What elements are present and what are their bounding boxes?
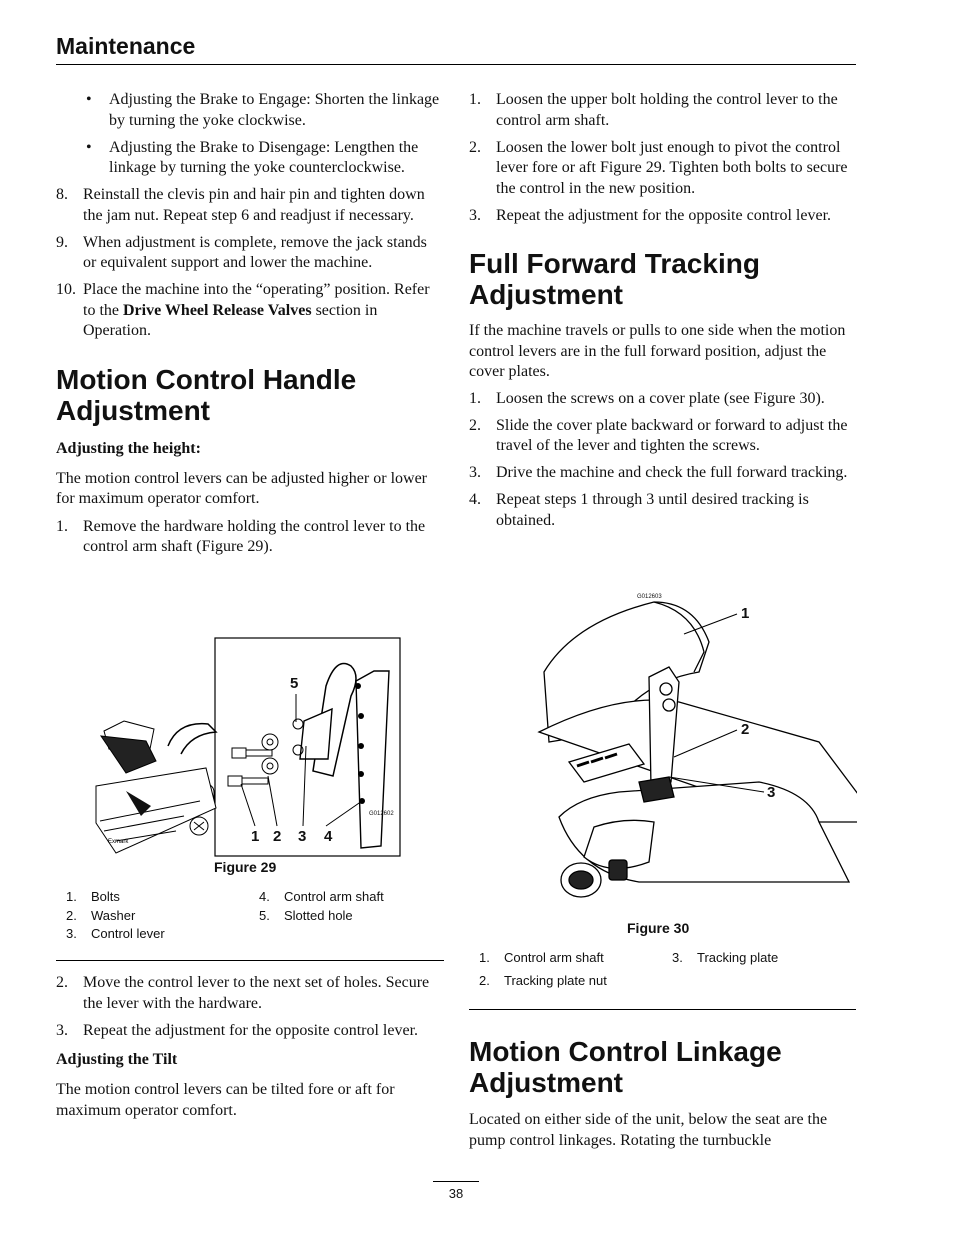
right-column (469, 90, 857, 538)
bullet-text: Adjusting the Brake to Engage: Shorten the linkage by turning the yoke clockwise. (109, 91, 440, 129)
step-item (469, 206, 857, 227)
legend-item (479, 972, 669, 991)
legend-item (672, 949, 857, 968)
step-text: Place the machine into the “operating” position. Refer to the (83, 281, 430, 319)
legend-label: Washer (91, 907, 136, 923)
bullet-text: Adjusting the Brake to Disengage: Lengthen the linkage by turning the yoke counterclockwise. (109, 138, 419, 176)
figure-29-legend (66, 888, 256, 944)
figure-29 (56, 636, 444, 961)
legend-label: Slotted hole (284, 907, 353, 923)
step-item (56, 280, 444, 342)
figure-29-callout: 1 (251, 828, 260, 845)
legend-num: 3. (66, 926, 77, 941)
step-item (56, 233, 444, 274)
legend-label: Control arm shaft (504, 950, 604, 965)
legend-label: Tracking plate (697, 950, 779, 965)
legend-item (66, 907, 256, 926)
paragraph: The motion control levers can be adjusted higher or lower for maximum operator comfort. (56, 469, 427, 507)
svg-text:Exmark: Exmark (108, 839, 129, 845)
legend-num: 5. (259, 907, 270, 923)
step-number: 1. (469, 389, 481, 407)
step-item (469, 389, 857, 410)
figure-30-callout: 3 (767, 784, 776, 801)
step-item (56, 973, 444, 1014)
legend-item (66, 888, 256, 907)
step-text: section in Operation. (83, 301, 378, 339)
step-number: 2. (469, 416, 481, 434)
legend-item (479, 949, 669, 968)
legend-num: 3. (672, 950, 683, 965)
step-text: Loosen the lower bolt just enough to pivot the control lever fore or aft Figure 29. Tighten both bolts to secure the control in the new position. (496, 138, 848, 197)
paragraph: The motion control levers can be tilted fore or aft for maximum operator comfort. (56, 1081, 395, 1119)
step-text: Remove the hardware holding the control lever to the control arm shaft (Figure 29). (83, 517, 426, 555)
legend-item (259, 907, 444, 926)
step-number: 3. (469, 464, 481, 481)
step-text: Reinstall the clevis pin and hair pin and tighten down the jam nut. Repeat step 6 and readjust if necessary. (83, 186, 425, 224)
figure-30-rule (469, 1009, 856, 1010)
legend-num: 2. (479, 972, 490, 988)
step-text: Drive the machine and check the full forward tracking. (496, 464, 848, 481)
legend-label: Tracking plate nut (504, 972, 607, 988)
legend-num: 2. (66, 907, 77, 923)
step-number: 1. (56, 517, 68, 535)
figure-30-legend (479, 949, 669, 990)
page-number: 38 (448, 1186, 464, 1201)
left-column-continued (56, 973, 444, 1121)
section-title-motion-control-linkage: Motion Control Linkage Adjustment (469, 1036, 782, 1098)
header-rule (56, 64, 856, 65)
step-text: Repeat steps 1 through 3 until desired tracking is obtained. (496, 491, 809, 529)
figure-29-callout: 3 (298, 828, 307, 845)
legend-item (259, 888, 444, 907)
section-title-motion-control-handle: Motion Control Handle Adjustment (56, 363, 357, 426)
step-text: Loosen the screws on a cover plate (see Figure 30). (496, 389, 825, 407)
step-text: Repeat the adjustment for the opposite control lever. (496, 206, 832, 224)
step-item (56, 517, 444, 558)
step-item (56, 1021, 444, 1042)
step-text: Move the control lever to the next set of holes. Secure the lever with the hardware. (83, 974, 430, 1012)
step-number: 3. (469, 206, 481, 224)
figure-29-illustration (56, 636, 444, 861)
step-text: Loosen the upper bolt holding the control lever to the control arm shaft. (496, 91, 838, 129)
step-item (56, 185, 444, 226)
step-number: 4. (469, 491, 481, 508)
figure-30-legend (672, 949, 857, 968)
step-number: 10. (56, 281, 76, 298)
figure-30-caption: Figure 30 (627, 920, 690, 936)
page-header-title: Maintenance (56, 33, 196, 59)
figure-30-callout: 1 (741, 605, 750, 622)
figure-30-callout: 2 (741, 721, 750, 738)
paragraph: Located on either side of the unit, below the seat are the pump control linkages. Rotating the turnbuckle (469, 1111, 828, 1149)
step-text: Repeat the adjustment for the opposite control lever. (83, 1021, 419, 1039)
step-number: 1. (469, 91, 481, 108)
figure-30-code: G012603 (637, 594, 662, 600)
step-text: Slide the cover plate backward or forward to adjust the travel of the lever and tighten the screws. (496, 416, 848, 454)
figure-29-callout: 5 (290, 675, 299, 692)
step-item (469, 90, 857, 131)
figure-29-callout: 2 (273, 828, 282, 845)
step-text: When adjustment is complete, remove the jack stands or equivalent support and lower the machine. (83, 233, 427, 271)
legend-num: 4. (259, 889, 270, 904)
subheading-height: Adjusting the height: (56, 439, 201, 457)
legend-item (66, 925, 256, 944)
right-column-continued (469, 1036, 857, 1151)
figure-29-callout: 4 (324, 828, 333, 845)
left-column (56, 90, 444, 564)
page-number-rule (433, 1181, 479, 1182)
step-number: 8. (56, 186, 68, 203)
step-number: 9. (56, 233, 68, 251)
bullet-item: • Adjusting the Brake to Disengage: Lengthen the linkage by turning the yoke counterclockwise. (86, 138, 419, 176)
figure-29-rule (56, 960, 444, 961)
legend-label: Bolts (91, 889, 120, 904)
figure-29-code: G012602 (369, 811, 394, 817)
section-title-full-forward-tracking: Full Forward Tracking Adjustment (469, 248, 760, 310)
paragraph: If the machine travels or pulls to one side when the motion control levers are in the full forward position, adjust the cover plates. (469, 322, 846, 380)
legend-num: 1. (66, 889, 77, 904)
step-number: 2. (56, 974, 68, 991)
step-number: 3. (56, 1021, 68, 1039)
bullet-item: • Adjusting the Brake to Engage: Shorten the linkage by turning the yoke clockwise. (86, 91, 440, 129)
step-text-bold: Drive Wheel Release Valves (123, 301, 312, 319)
step-item (469, 490, 857, 531)
legend-num: 1. (479, 950, 490, 965)
figure-30-illustration (469, 592, 857, 922)
legend-label: Control arm shaft (284, 889, 384, 904)
step-item (469, 463, 857, 484)
figure-29-legend (259, 888, 444, 925)
step-item (469, 138, 857, 200)
step-item (469, 416, 857, 457)
figure-29-caption: Figure 29 (214, 859, 277, 875)
subheading-tilt: Adjusting the Tilt (56, 1051, 178, 1068)
figure-30 (469, 592, 857, 1012)
legend-label: Control lever (91, 926, 165, 941)
step-number: 2. (469, 138, 481, 156)
